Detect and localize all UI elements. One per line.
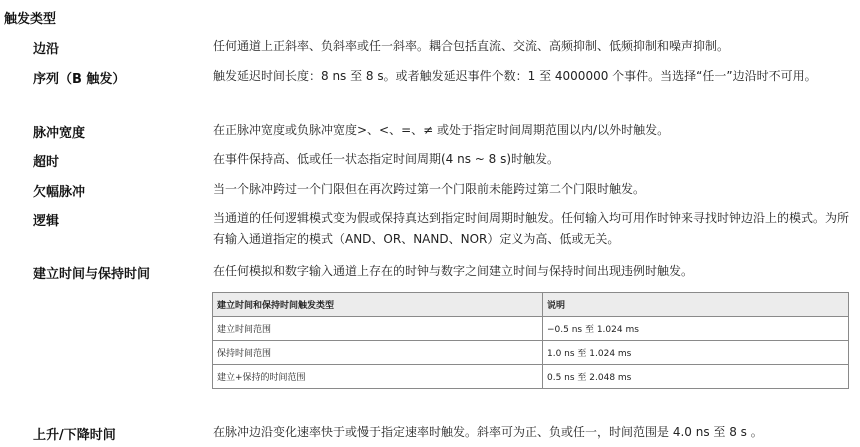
table-row [213, 317, 849, 341]
setup-hold-table [212, 292, 849, 389]
table-cell-desc: 0.5 ns 至 2.048 ms [543, 365, 849, 389]
table-cell-type: 建立+保持的时间范围 [213, 365, 543, 389]
desc-pulse-width: 在正脉冲宽度或负脉冲宽度>、<、=、≠ 或处于指定时间周期范围以内/以外时触发。 [213, 123, 670, 137]
table-cell-type: 建立时间范围 [213, 317, 543, 341]
term-sequence: 序列（B 触发） [33, 72, 126, 87]
table-header-row [213, 293, 849, 317]
desc-logic: 当通道的任何逻辑模式变为假或保持真达到指定时间周期时触发。任何输入均可用作时钟来寻找时钟边沿上的模式。为所有输入通道指定的模式（AND、OR、NAND、NOR）定义为高、低或无关。 [213, 211, 850, 246]
term-setup-hold: 建立时间与保持时间 [33, 267, 151, 282]
table-row [213, 365, 849, 389]
term-edge: 边沿 [33, 42, 60, 57]
table-header-desc: 说明 [543, 293, 849, 317]
desc-edge: 任何通道上正斜率、负斜率或任一斜率。耦合包括直流、交流、高频抑制、低频抑制和噪声抑制。 [213, 39, 730, 53]
desc-timeout: 在事件保持高、低或任一状态指定时间周期(4 ns ~ 8 s)时触发。 [213, 152, 560, 166]
table-cell-type: 保持时间范围 [213, 341, 543, 365]
desc-sequence: 触发延迟时间长度：8 ns 至 8 s。或者触发延迟事件个数：1 至 4000000 个事件。当选择“任一”边沿时不可用。 [213, 69, 817, 83]
term-timeout: 超时 [33, 155, 60, 170]
desc-rise-fall: 在脉冲边沿变化速率快于或慢于指定速率时触发。斜率可为正、负或任一，时间范围是 4.0 ns 至 8 s 。 [213, 425, 763, 439]
section-title: 触发类型 [4, 12, 57, 27]
table-cell-desc: 1.0 ns 至 1.024 ms [543, 341, 849, 365]
table-row [213, 341, 849, 365]
term-runt: 欠幅脉冲 [33, 185, 86, 200]
term-logic: 逻辑 [33, 214, 60, 229]
desc-setup-hold: 在任何模拟和数字输入通道上存在的时钟与数字之间建立时间与保持时间出现违例时触发。 [213, 264, 694, 278]
desc-runt: 当一个脉冲跨过一个门限但在再次跨过第一个门限前未能跨过第二个门限时触发。 [213, 182, 646, 196]
term-pulse-width: 脉冲宽度 [33, 126, 86, 141]
table-header-type: 建立时间和保持时间触发类型 [213, 293, 543, 317]
term-rise-fall: 上升/下降时间 [33, 428, 116, 443]
table-cell-desc: −0.5 ns 至 1.024 ms [543, 317, 849, 341]
